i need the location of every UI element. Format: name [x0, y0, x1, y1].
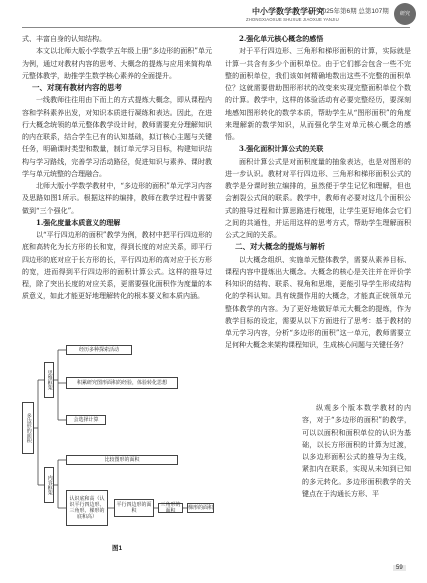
- page-number: 59: [393, 565, 406, 571]
- paragraph: 面积计算公式是对面积度量的抽象表达，也是对图形的进一步认识。教材对平行四边形、三角形和梯形面积公式的教学是分课时独立编排的，虽然便于学生记忆和理解，但也会割裂公式间的联系。教学中，教师有必要对这几个面积公式的推导过程和计算思路进行梳理，让学生更好地体会它们之间的共通性，并运用这样的思考方式，帮助学生理解面积公式之间的关系。: [225, 157, 411, 239]
- paragraph: 以“平行四边形的面积”教学为例，教材中把平行四边形的底和高转化为长方形的长和宽，得到长度的对应关系，即平行四边形的底对应于长方形的长，平行四边形的高对应于长方形的宽，进而得到平行四边形的面积计算公式。这样的推导过程，除了突出长度的对应关系，更需要强化面积作为度量的本质意义，如此才能更好地理解转化的根本要义和本质内涵。: [22, 231, 212, 301]
- figure-1: [20, 340, 216, 530]
- thinking-item: 会选择计算: [66, 415, 106, 425]
- section-badge: 研究: [394, 3, 416, 25]
- figure-caption: 图1: [112, 545, 123, 552]
- content-item: 认识底和高（认识平行四边形、三角形、梯形的底和高）: [66, 490, 108, 526]
- issue-info: 2025年第6期 总第107期: [319, 8, 389, 15]
- subsection-heading: 1.强化度量本质意义的理解: [36, 217, 121, 227]
- root-node: 多边形的面积: [22, 402, 34, 454]
- subsection-heading: 2.强化单元核心概念的感悟: [239, 34, 324, 43]
- section-heading: 一、对现有教材内容的思考: [32, 83, 122, 92]
- chain-item: 梯形的面积: [188, 505, 214, 511]
- paragraph: 纵观多个版本数学教材的内容，对于“多边形的面积”的教学，可以以面积和面积单位的认识为基础，以长方形面积的计算为过渡，以多边形面积公式的推导为主线，紧扣内在联系，实现从未知到已知的多元转化。多边形面积教学的关键点在于沟通长方形、平: [302, 404, 411, 498]
- thinking-item: 积累研究图形面积的经验，体验转化思想: [66, 377, 178, 389]
- content-branch: 内容框架: [44, 467, 54, 503]
- header-rule: [22, 27, 410, 28]
- chain-item: 三角形的面积: [158, 503, 183, 513]
- paragraph: 以大概念组织、实施单元整体教学，需要从素养目标、课程内容中提炼出大概念。大概念的核心是关注并在评价学科知识的结构、联系、视角和思维，更能引导学生形成结构化的学科认知。具有统摄作用的大概念，才能真正统领单元整体教学的内容。为了更好地做好单元大概念的提炼，作为教学目标的设定，需要从以下方面进行了思考：基于教材的单元学习内容，分析“多边形的面积”这一单元，教师需要立足何种大概念来架构课程知识，生成核心问题与关键任务？: [225, 255, 411, 350]
- section-heading: 二、对大概念的提炼与解析: [235, 242, 325, 252]
- subsection-heading: 3.强化面积计算公式的关联: [239, 144, 324, 154]
- journal-subtitle: ZHONGXIAOXUE SHUXUE JIAOXUE YANJIU: [246, 17, 339, 22]
- right-column: [225, 33, 411, 352]
- paragraph: 式、丰富自身的认知结构。: [22, 35, 106, 43]
- left-column: [22, 33, 212, 303]
- paragraph: 北师大版小学数学教材中，“多边形的面积”单元学习内容及思路如图1所示。根据这样的编排，教师在教学过程中需要做到“三个强化”。: [22, 182, 212, 215]
- paragraph: 一线教师往往用由下而上的方式提炼大概念，即从课程内容和学科素养出发，对知识本质进行凝练和表达。因此，在进行大概念统领的单元整体教学设计时，教师需要充分理解知识的内在联系，结合学生已有的认知基础，拟订核心主题与关键任务，明确课时类型和数量，制订单元学习目标，构建知识结构与学习路线，完善学习活动路径，促进知识与素养、课时教学与单元统整的合理融合。: [22, 96, 212, 178]
- thinking-item: 经历多种探索活动: [66, 345, 132, 355]
- journal-logo: 中小学数学教学研究: [252, 6, 324, 16]
- paragraph: 本文以北师大版小学数学五年级上册“多边形的面积”单元为例，通过对教材内容的思考、大概念的提炼与应用来简构单元整体教学，助推学生数学核心素养的全面提升。: [22, 47, 212, 80]
- chain-item: 平行四边形的面积: [114, 499, 154, 517]
- paragraph: 对于平行四边形、三角形和梯形面积的计算，实际就是计算一共含有多少个面积单位。由于它们都会包含一些不完整的面积单位，我们该如何精确地数出这些不完整的面积单位？这就需要借助图形形状的改变来实现完整面积单位个数的计算。教学中，这样的体验活动有必要完整经历，要深刻地感知图形转化的数学本质，帮助学生从“图形面积”的角度来理解新的数学知识，从而强化学生对单元核心概念的感悟。: [225, 47, 411, 141]
- right-column-lower: [302, 402, 411, 500]
- content-item: 比较图形的面积: [66, 455, 178, 465]
- thinking-branch: 思维框架: [44, 362, 54, 398]
